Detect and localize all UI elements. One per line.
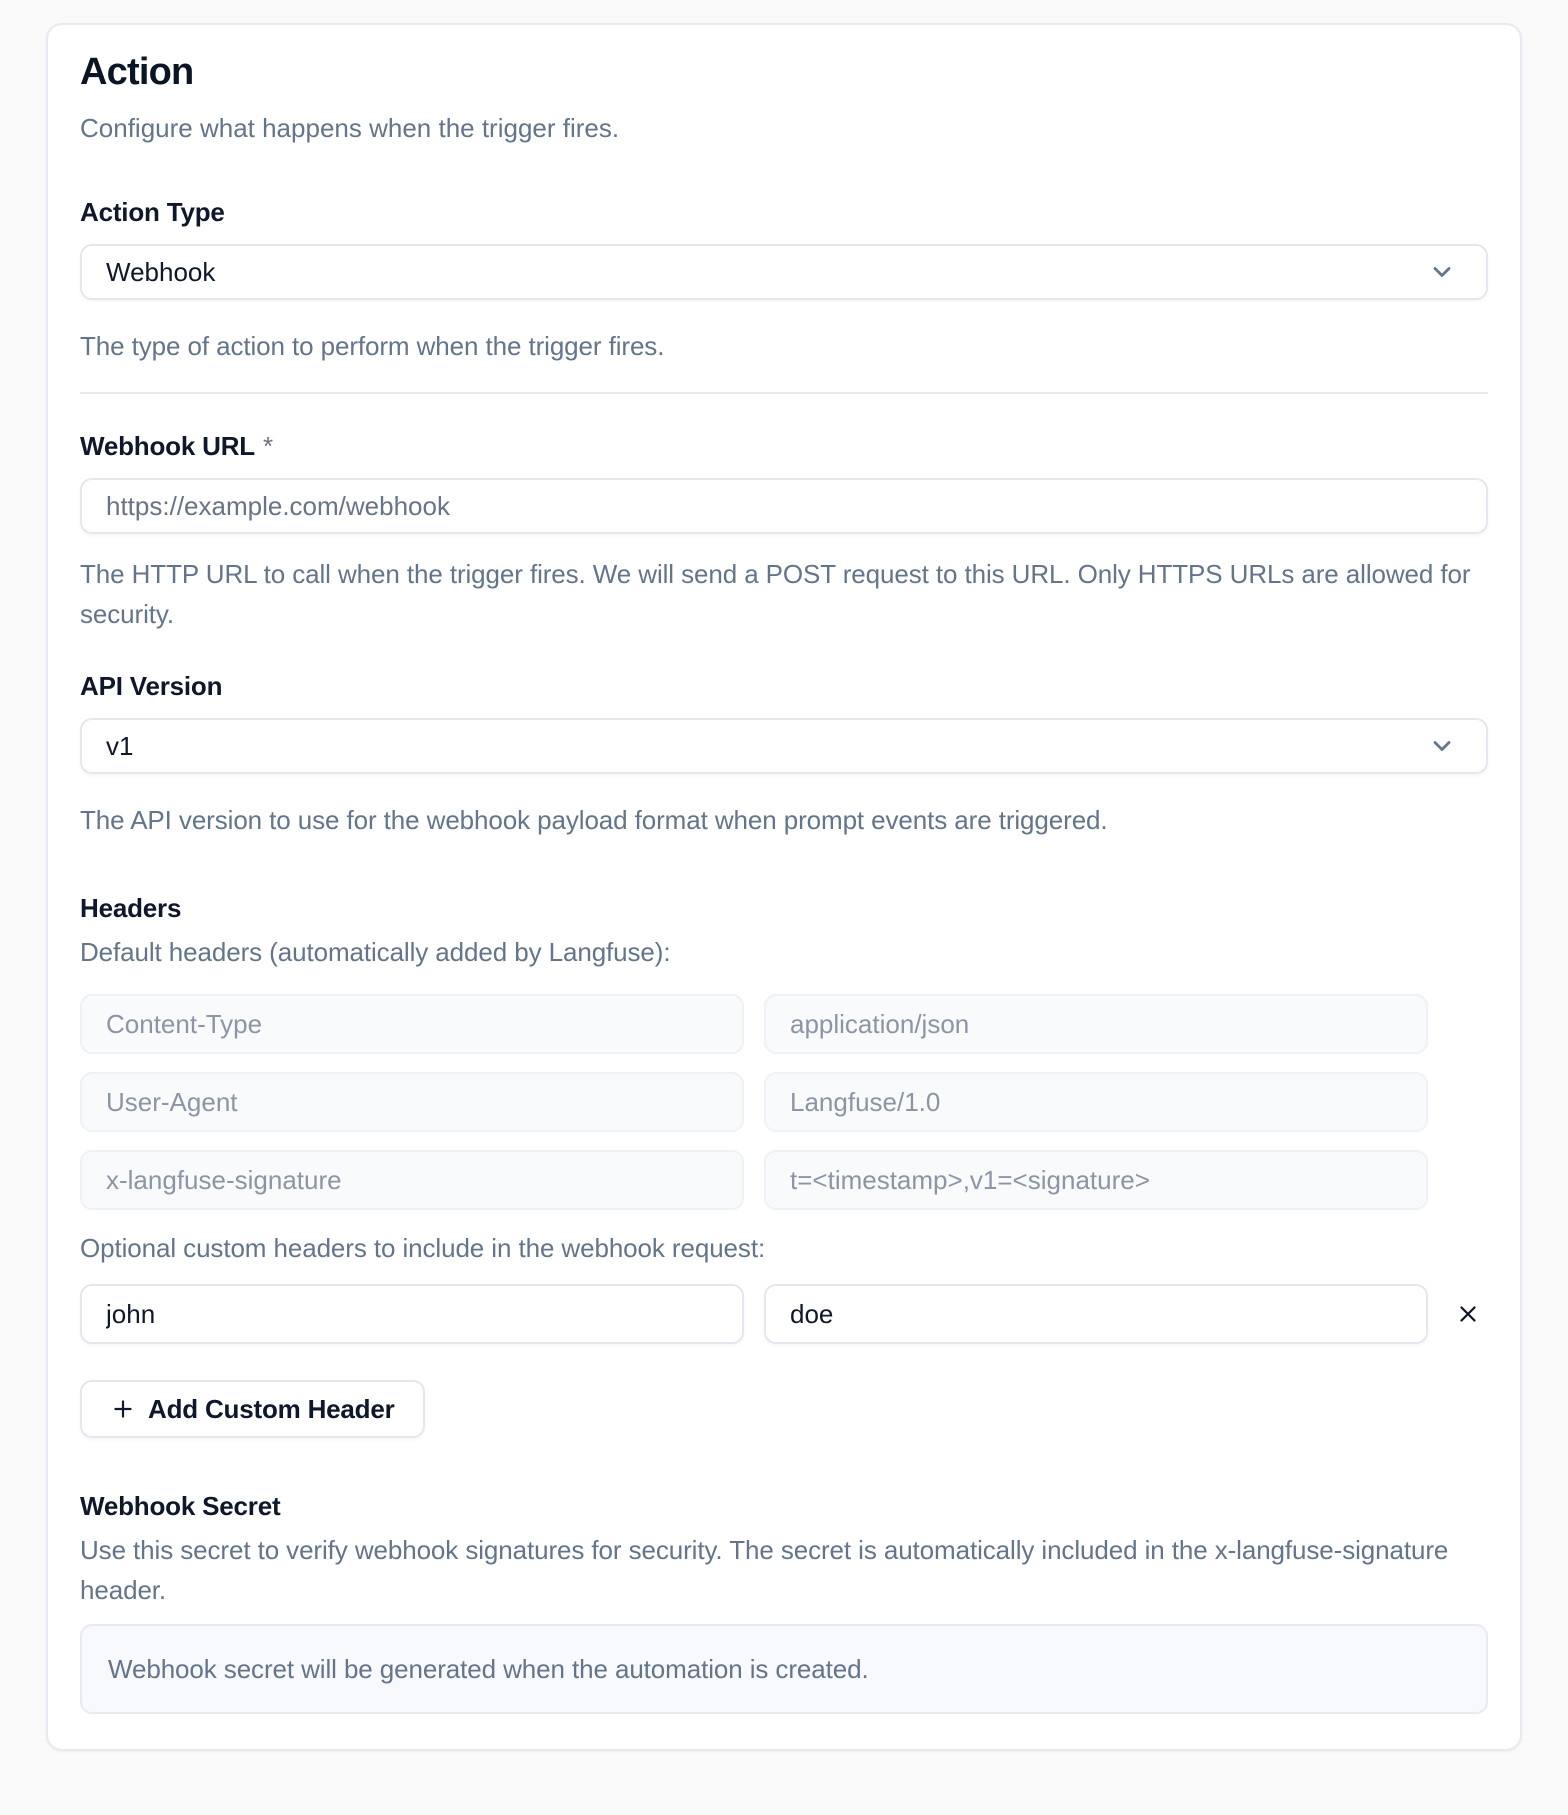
- webhook-url-help: The HTTP URL to call when the trigger fires. We will send a POST request to this URL. Only HTTPS URLs are allowed for security.: [80, 559, 1471, 629]
- header-value-input: [764, 1150, 1428, 1210]
- header-row: [80, 1150, 1488, 1210]
- chevron-down-icon: [1428, 258, 1456, 286]
- webhook-secret-label: Webhook Secret: [80, 1491, 281, 1521]
- header-value-input: [764, 994, 1428, 1054]
- webhook-url-label: [80, 430, 1488, 462]
- close-icon: [1455, 1301, 1481, 1327]
- header-key-input: [80, 1072, 744, 1132]
- add-custom-header-button[interactable]: [80, 1380, 425, 1438]
- action-card: [46, 23, 1522, 1751]
- header-key-input[interactable]: [80, 1284, 744, 1344]
- api-version-select[interactable]: [80, 718, 1488, 774]
- header-key-input: [80, 1150, 744, 1210]
- remove-header-button[interactable]: [1449, 1295, 1487, 1333]
- headers-label: Headers: [80, 893, 182, 923]
- default-headers-caption: Default headers (automatically added by Langfuse):: [80, 937, 671, 967]
- custom-headers-list: [80, 1284, 1488, 1344]
- webhook-secret-placeholder-text: Webhook secret will be generated when the automation is created.: [108, 1653, 869, 1684]
- action-type-label: Action Type: [80, 197, 225, 227]
- webhook-url-label-text: Webhook URL: [80, 431, 255, 461]
- header-row: [80, 1072, 1488, 1132]
- api-version-value: v1: [106, 730, 134, 761]
- page-title: Action: [80, 51, 194, 93]
- page-subtitle: Configure what happens when the trigger fires.: [80, 113, 620, 143]
- webhook-secret-description: Use this secret to verify webhook signatures for security. The secret is automatically included in the x-langfuse-signature header.: [80, 1535, 1449, 1605]
- api-version-label: API Version: [80, 671, 223, 701]
- header-row-actions: [1448, 1295, 1488, 1333]
- required-asterisk: *: [262, 431, 273, 461]
- custom-headers-caption: Optional custom headers to include in the webhook request:: [80, 1233, 766, 1263]
- header-value-input[interactable]: [764, 1284, 1428, 1344]
- header-value-input: [764, 1072, 1428, 1132]
- action-type-help: The type of action to perform when the trigger fires.: [80, 331, 665, 361]
- chevron-down-icon: [1428, 732, 1456, 760]
- action-type-value: Webhook: [106, 256, 216, 287]
- header-row: [80, 994, 1488, 1054]
- action-type-select[interactable]: [80, 244, 1488, 300]
- add-custom-header-label: Add Custom Header: [148, 1393, 395, 1424]
- header-key-input: [80, 994, 744, 1054]
- webhook-url-input[interactable]: [80, 478, 1488, 534]
- section-divider: [80, 392, 1488, 394]
- api-version-help: The API version to use for the webhook payload format when prompt events are triggered.: [80, 805, 1108, 835]
- webhook-secret-placeholder-box: [80, 1624, 1488, 1714]
- default-headers-list: [80, 994, 1488, 1210]
- plus-icon: [110, 1396, 136, 1422]
- header-row: [80, 1284, 1488, 1344]
